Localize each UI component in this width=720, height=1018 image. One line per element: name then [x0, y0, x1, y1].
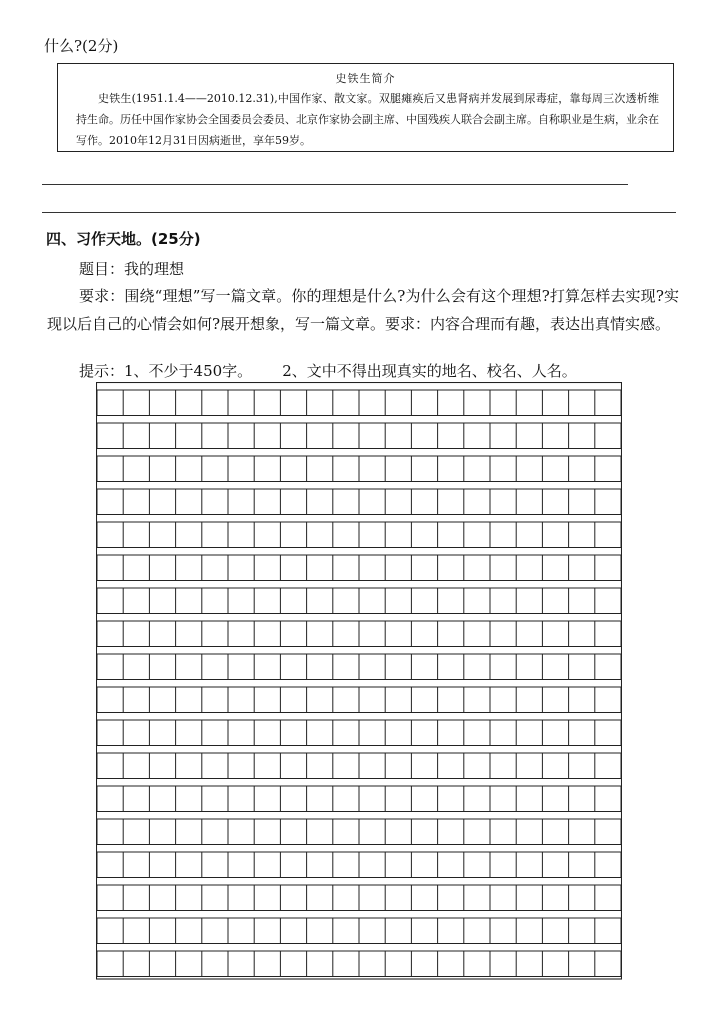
grid-row[interactable]: [97, 489, 621, 515]
grid-row[interactable]: [97, 819, 621, 845]
bio-title: 史铁生简介: [335, 72, 396, 85]
question-tail: 什么?(2分): [44, 37, 119, 55]
answer-line-1[interactable]: [42, 184, 628, 185]
section-title: 四、习作天地。(25分): [46, 230, 201, 248]
grid-row[interactable]: [97, 687, 621, 713]
grid-row[interactable]: [97, 720, 621, 746]
grid-row[interactable]: [97, 588, 621, 614]
essay-requirement: 要求：围绕“理想”写一篇文章。你的理想是什么?为什么会有这个理想?打算怎样去实现?实现以后自己的心情会如何?展开想象，写一篇文章。要求：内容合理而有趣，表达出真情实感。: [47, 287, 679, 333]
grid-row[interactable]: [97, 885, 621, 911]
grid-row[interactable]: [97, 918, 621, 944]
grid-row[interactable]: [97, 555, 621, 581]
grid-row[interactable]: [97, 753, 621, 779]
grid-row[interactable]: [97, 852, 621, 878]
grid-row[interactable]: [97, 951, 621, 977]
grid-row[interactable]: [97, 621, 621, 647]
grid-row[interactable]: [97, 786, 621, 812]
grid-row[interactable]: [97, 423, 621, 449]
grid-row[interactable]: [97, 522, 621, 548]
essay-tips: [79, 357, 577, 385]
bio-box: [57, 63, 674, 152]
essay-topic: 题目：我的理想: [79, 260, 185, 278]
tip-2: 2、文中不得出现真实的地名、校名、人名。: [282, 362, 577, 380]
answer-line-2[interactable]: [42, 212, 676, 213]
tip-1: 提示：1、不少于450字。: [79, 362, 253, 380]
bio-text: 史铁生(1951.1.4——2010.12.31),中国作家、散文家。双腿瘫痪后又患肾病并发展到尿毒症，靠每周三次透析维持生命。历任中国作家协会全国委员会委员、北京作家协会副主席、中国残疾人联合会副主席。自称职业是生病，业余在写作。2010年12月31日因病逝世，享年59岁。: [76, 92, 659, 147]
grid-row[interactable]: [97, 654, 621, 680]
grid-row[interactable]: [97, 456, 621, 482]
grid-row[interactable]: [97, 390, 621, 416]
composition-grid[interactable]: [96, 382, 622, 980]
